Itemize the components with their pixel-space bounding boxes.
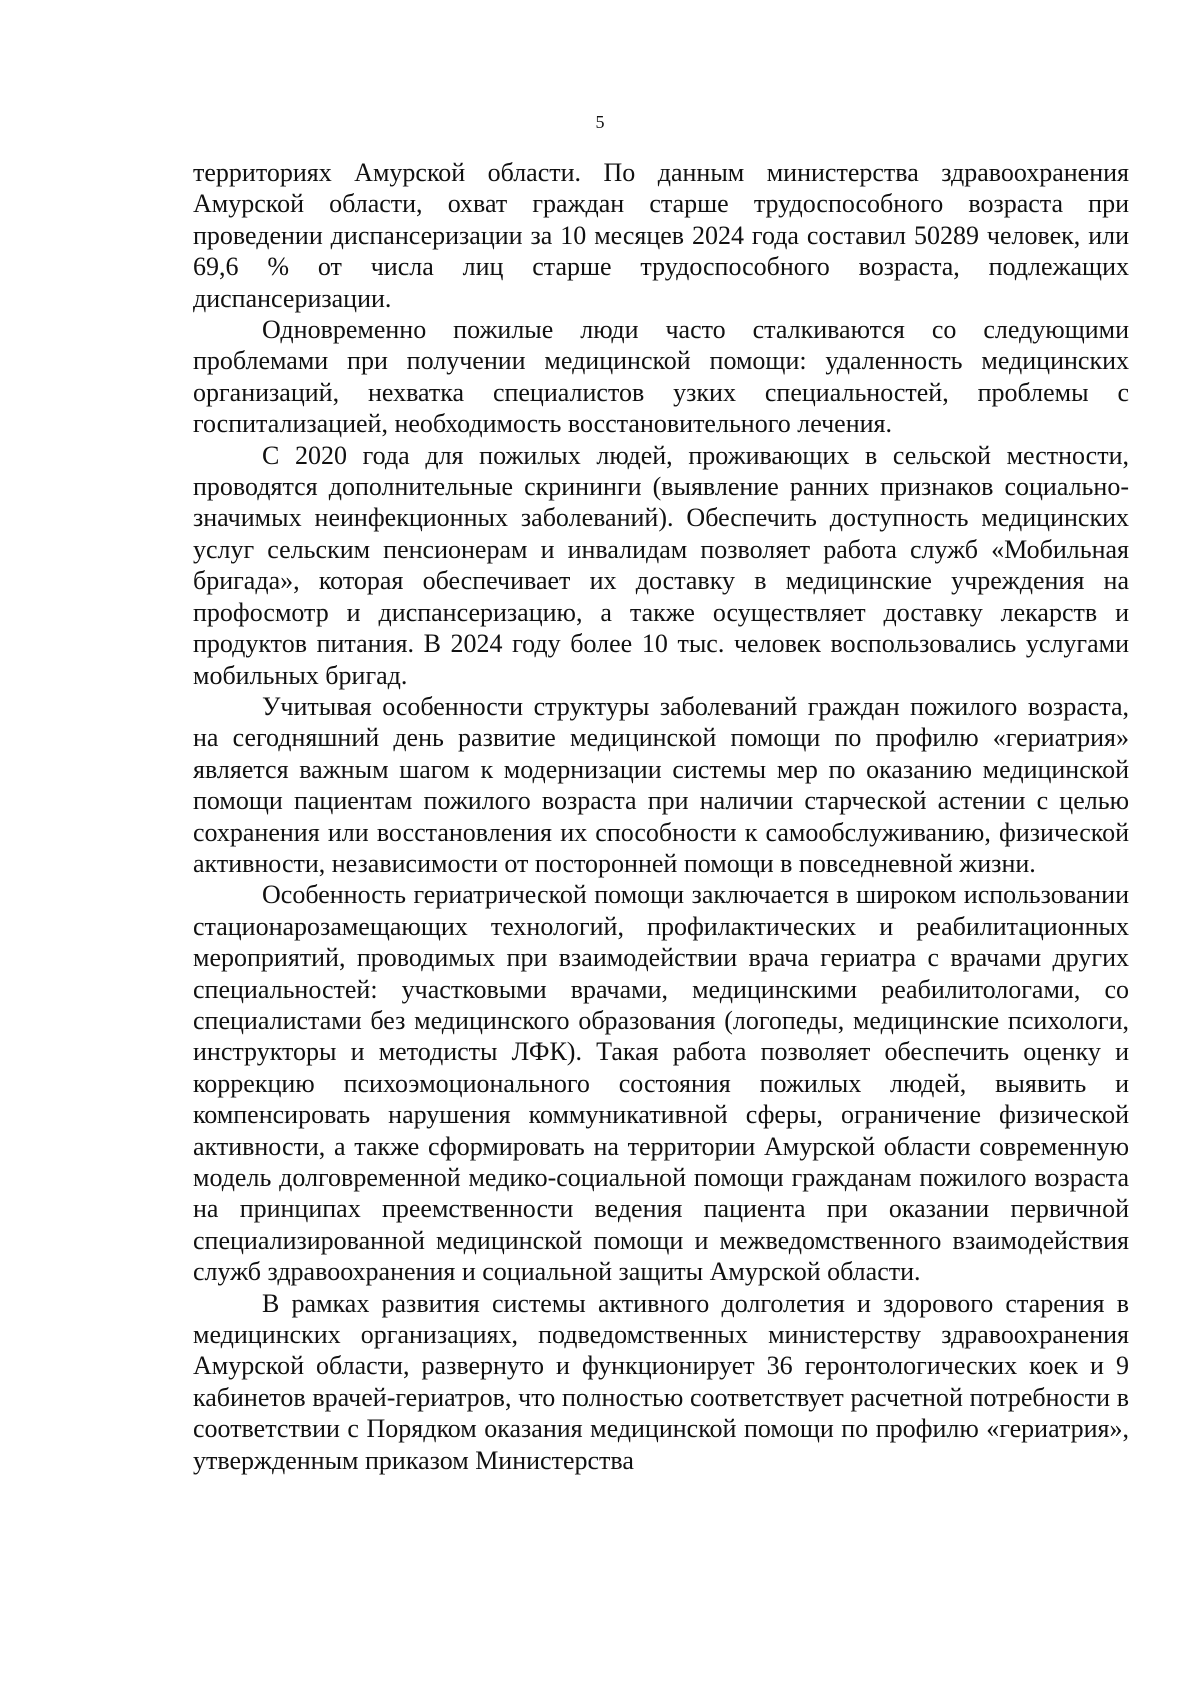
paragraph-problems: Одновременно пожилые люди часто сталкиваются со следующими проблемами при получении медицинской помощи: удаленность медицинских организаций, нехватка специалистов узких специальностей, проблемы с госпитализацией, необходимость восстановительного лечения.	[193, 315, 1129, 439]
paragraph-coverage: территориях Амурской области. По данным министерства здравоохранения Амурской области, охват граждан старше трудоспособного возраста при проведении диспансеризации за 10 месяцев 2024 года составил 50289 человек, или 69,6 % от числа лиц старше трудоспособного возраста, подлежащих диспансеризации.	[193, 158, 1129, 313]
paragraph-gerontology-beds: В рамках развития системы активного долголетия и здорового старения в медицинских организациях, подведомственных министерству здравоохранения Амурской области, развернуто и функционирует 36 геронтологических коек и 9 кабинетов врачей-гериатров, что полностью соответствует расчетной потребности в соответствии с Порядком оказания медицинской помощи по профилю «гериатрия», утвержденным приказом Министерства	[193, 1288, 1129, 1475]
body-text	[193, 157, 1129, 1476]
paragraph-mobile-brigade: С 2020 года для пожилых людей, проживающих в сельской местности, проводятся дополнительные скрининги (выявление ранних признаков социально-значимых неинфекционных заболеваний). Обеспечить доступность медицинских услуг сельским пенсионерам и инвалидам позволяет работа служб «Мобильная бригада», которая обеспечивает их доставку в медицинские учреждения на профосмотр и диспансеризацию, а также осуществляет доставку лекарств и продуктов питания. В 2024 году более 10 тыс. человек воспользовались услугами мобильных бригад.	[193, 440, 1129, 690]
page-number: 5	[595, 112, 605, 132]
paragraph-geriatrics-profile: Учитывая особенности структуры заболеваний граждан пожилого возраста, на сегодняшний день развитие медицинской помощи по профилю «гериатрия» является важным шагом к модернизации системы мер по оказанию медицинской помощи пациентам пожилого возраста при наличии старческой астении с целью сохранения или восстановления их способности к самообслуживанию, физической активности, независимости от посторонней помощи в повседневной жизни.	[193, 691, 1129, 878]
paragraph-geriatric-care: Особенность гериатрической помощи заключается в широком использовании стационарозамещающих технологий, профилактических и реабилитационных мероприятий, проводимых при взаимодействии врача гериатра с врачами других специальностей: участковыми врачами, медицинскими реабилитологами, со специалистами без медицинского образования (логопеды, медицинские психологи, инструкторы и методисты ЛФК). Такая работа позволяет обеспечить оценку и коррекцию психоэмоционального состояния пожилых людей, выявить и компенсировать нарушения коммуникативной сферы, ограничение физической активности, а также сформировать на территории Амурской области современную модель долговременной медико-социальной помощи гражданам пожилого возраста на принципах преемственности ведения пациента при оказании первичной специализированной медицинской помощи и межведомственного взаимодействия служб здравоохранения и социальной защиты Амурской области.	[193, 880, 1129, 1287]
